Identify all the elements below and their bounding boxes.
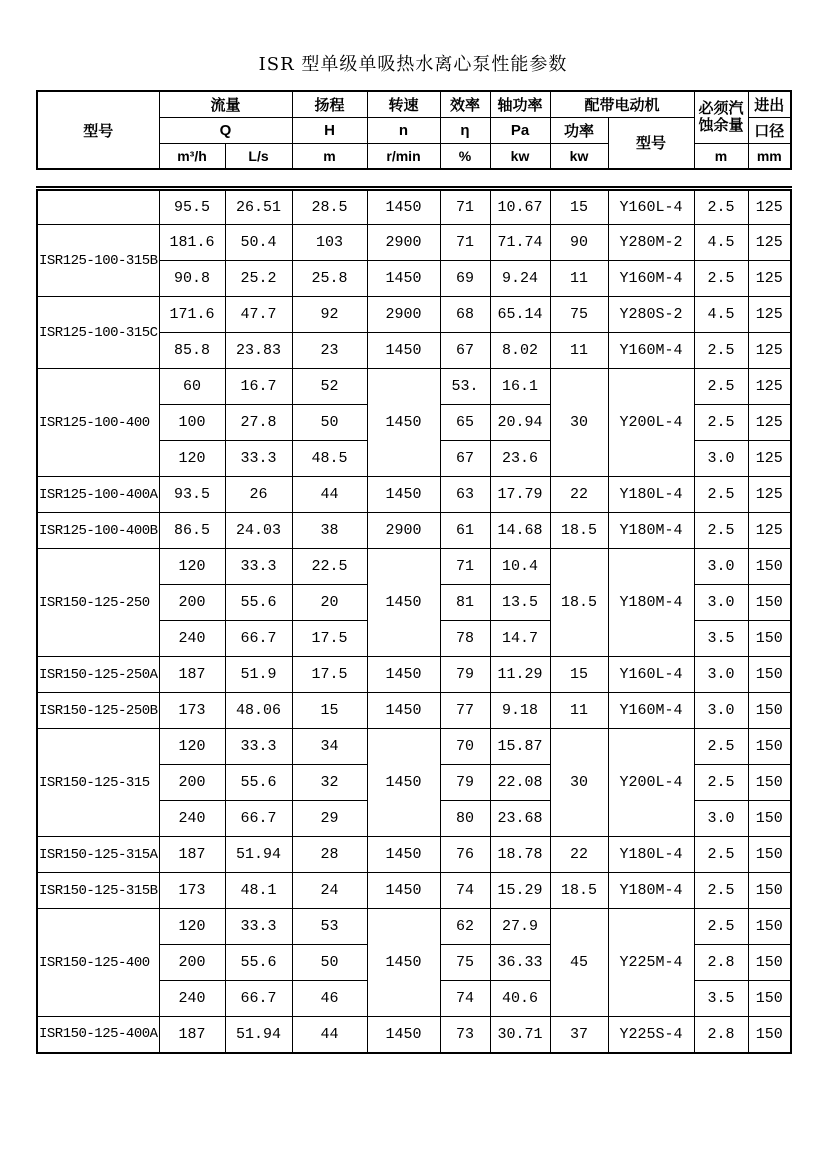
npsh-cell: 2.5 <box>694 873 748 909</box>
motor-power-cell: 22 <box>550 837 608 873</box>
flow-ls-cell: 48.1 <box>225 873 292 909</box>
table-row <box>37 693 791 729</box>
efficiency-cell: 73 <box>440 1017 490 1053</box>
header-efficiency-symbol: η <box>440 117 490 143</box>
efficiency-cell: 79 <box>440 765 490 801</box>
efficiency-cell: 80 <box>440 801 490 837</box>
npsh-cell: 2.8 <box>694 945 748 981</box>
motor-model-cell: Y225S-4 <box>608 1017 694 1053</box>
efficiency-cell: 63 <box>440 477 490 513</box>
motor-model-cell: Y180L-4 <box>608 477 694 513</box>
npsh-cell: 2.5 <box>694 369 748 405</box>
motor-model-cell: Y225M-4 <box>608 909 694 1017</box>
head-cell: 25.8 <box>292 261 367 297</box>
header-shaft-power-unit: kw <box>490 143 550 169</box>
port-diameter-cell: 125 <box>748 441 791 477</box>
efficiency-cell: 53. <box>440 369 490 405</box>
pump-model-cell: ISR125-100-315B <box>37 225 159 297</box>
npsh-cell: 4.5 <box>694 297 748 333</box>
speed-cell: 1450 <box>367 1017 440 1053</box>
port-diameter-cell: 125 <box>748 369 791 405</box>
motor-model-cell: Y280S-2 <box>608 297 694 333</box>
header-port-unit: mm <box>748 143 791 169</box>
speed-cell: 2900 <box>367 225 440 261</box>
port-diameter-cell: 150 <box>748 657 791 693</box>
header-speed-unit: r/min <box>367 143 440 169</box>
flow-ls-cell: 66.7 <box>225 981 292 1017</box>
pump-model-cell: ISR150-125-250 <box>37 549 159 657</box>
efficiency-cell: 76 <box>440 837 490 873</box>
npsh-cell: 2.5 <box>694 909 748 945</box>
table-row <box>37 873 791 909</box>
flow-ls-cell: 51.9 <box>225 657 292 693</box>
npsh-cell: 2.5 <box>694 765 748 801</box>
head-cell: 52 <box>292 369 367 405</box>
shaft-power-cell: 23.6 <box>490 441 550 477</box>
motor-model-cell: Y160M-4 <box>608 693 694 729</box>
header-efficiency: 效率 <box>440 91 490 117</box>
motor-model-cell: Y180M-4 <box>608 549 694 657</box>
flow-m3h-cell: 181.6 <box>159 225 225 261</box>
efficiency-cell: 62 <box>440 909 490 945</box>
flow-ls-cell: 55.6 <box>225 585 292 621</box>
flow-m3h-cell: 60 <box>159 369 225 405</box>
npsh-cell: 3.5 <box>694 981 748 1017</box>
head-cell: 28 <box>292 837 367 873</box>
header-head: 扬程 <box>292 91 367 117</box>
flow-ls-cell: 26.51 <box>225 189 292 225</box>
speed-cell: 1450 <box>367 909 440 1017</box>
speed-cell: 1450 <box>367 657 440 693</box>
port-diameter-cell: 125 <box>748 333 791 369</box>
shaft-power-cell: 27.9 <box>490 909 550 945</box>
head-cell: 28.5 <box>292 189 367 225</box>
flow-m3h-cell: 240 <box>159 981 225 1017</box>
header-motor: 配带电动机 <box>550 91 694 117</box>
flow-m3h-cell: 187 <box>159 837 225 873</box>
efficiency-cell: 74 <box>440 981 490 1017</box>
motor-power-cell: 15 <box>550 189 608 225</box>
speed-cell: 1450 <box>367 549 440 657</box>
pump-model-cell: ISR150-125-315A <box>37 837 159 873</box>
flow-ls-cell: 27.8 <box>225 405 292 441</box>
flow-m3h-cell: 173 <box>159 873 225 909</box>
shaft-power-cell: 9.18 <box>490 693 550 729</box>
shaft-power-cell: 23.68 <box>490 801 550 837</box>
speed-cell: 1450 <box>367 477 440 513</box>
pump-model-cell: ISR150-125-400 <box>37 909 159 1017</box>
npsh-cell: 2.5 <box>694 261 748 297</box>
flow-m3h-cell: 85.8 <box>159 333 225 369</box>
pump-model-cell: ISR125-100-400B <box>37 513 159 549</box>
head-cell: 23 <box>292 333 367 369</box>
port-diameter-cell: 125 <box>748 297 791 333</box>
flow-m3h-cell: 100 <box>159 405 225 441</box>
shaft-power-cell: 10.67 <box>490 189 550 225</box>
efficiency-cell: 81 <box>440 585 490 621</box>
motor-model-cell: Y200L-4 <box>608 369 694 477</box>
flow-m3h-cell: 171.6 <box>159 297 225 333</box>
flow-m3h-cell: 120 <box>159 909 225 945</box>
header-head-symbol: H <box>292 117 367 143</box>
npsh-cell: 2.5 <box>694 477 748 513</box>
port-diameter-cell: 150 <box>748 837 791 873</box>
speed-cell: 1450 <box>367 729 440 837</box>
flow-ls-cell: 33.3 <box>225 549 292 585</box>
speed-cell: 2900 <box>367 297 440 333</box>
table-row <box>37 369 791 405</box>
flow-m3h-cell: 90.8 <box>159 261 225 297</box>
motor-model-cell: Y180M-4 <box>608 873 694 909</box>
pump-table <box>36 186 792 1054</box>
head-cell: 46 <box>292 981 367 1017</box>
npsh-cell: 2.8 <box>694 1017 748 1053</box>
head-cell: 48.5 <box>292 441 367 477</box>
pump-table-body <box>37 189 791 1053</box>
efficiency-cell: 77 <box>440 693 490 729</box>
npsh-cell: 3.0 <box>694 549 748 585</box>
header-flow-unit-m3h: m³/h <box>159 143 225 169</box>
port-diameter-cell: 125 <box>748 405 791 441</box>
port-diameter-cell: 125 <box>748 513 791 549</box>
port-diameter-cell: 150 <box>748 729 791 765</box>
header-speed-symbol: n <box>367 117 440 143</box>
motor-power-cell: 75 <box>550 297 608 333</box>
speed-cell: 1450 <box>367 189 440 225</box>
head-cell: 17.5 <box>292 621 367 657</box>
head-cell: 103 <box>292 225 367 261</box>
speed-cell: 1450 <box>367 837 440 873</box>
head-cell: 38 <box>292 513 367 549</box>
flow-ls-cell: 51.94 <box>225 837 292 873</box>
table-row <box>37 549 791 585</box>
shaft-power-cell: 18.78 <box>490 837 550 873</box>
pump-model-cell: ISR150-125-400A <box>37 1017 159 1053</box>
shaft-power-cell: 14.68 <box>490 513 550 549</box>
shaft-power-cell: 36.33 <box>490 945 550 981</box>
motor-power-cell: 30 <box>550 729 608 837</box>
header-speed: 转速 <box>367 91 440 117</box>
pump-model-cell: ISR150-125-250B <box>37 693 159 729</box>
port-diameter-cell: 150 <box>748 549 791 585</box>
motor-model-cell: Y180M-4 <box>608 513 694 549</box>
header-shaft-power-symbol: Pa <box>490 117 550 143</box>
flow-ls-cell: 48.06 <box>225 693 292 729</box>
port-diameter-cell: 125 <box>748 189 791 225</box>
efficiency-cell: 70 <box>440 729 490 765</box>
efficiency-cell: 71 <box>440 189 490 225</box>
flow-ls-cell: 23.83 <box>225 333 292 369</box>
motor-power-cell: 18.5 <box>550 549 608 657</box>
flow-m3h-cell: 240 <box>159 801 225 837</box>
motor-power-cell: 90 <box>550 225 608 261</box>
motor-power-cell: 11 <box>550 693 608 729</box>
table-row <box>37 729 791 765</box>
pump-model-cell: ISR125-100-400 <box>37 369 159 477</box>
shaft-power-cell: 9.24 <box>490 261 550 297</box>
shaft-power-cell: 30.71 <box>490 1017 550 1053</box>
motor-model-cell: Y160M-4 <box>608 333 694 369</box>
flow-m3h-cell: 200 <box>159 945 225 981</box>
head-cell: 34 <box>292 729 367 765</box>
flow-m3h-cell: 95.5 <box>159 189 225 225</box>
head-cell: 17.5 <box>292 657 367 693</box>
motor-model-cell: Y280M-2 <box>608 225 694 261</box>
flow-m3h-cell: 187 <box>159 1017 225 1053</box>
port-diameter-cell: 150 <box>748 621 791 657</box>
shaft-power-cell: 17.79 <box>490 477 550 513</box>
pump-model-cell: ISR125-100-400A <box>37 477 159 513</box>
motor-model-cell: Y160L-4 <box>608 189 694 225</box>
header-motor-power: 功率 <box>550 117 608 143</box>
port-diameter-cell: 150 <box>748 693 791 729</box>
npsh-cell: 2.5 <box>694 837 748 873</box>
head-cell: 44 <box>292 1017 367 1053</box>
shaft-power-cell: 22.08 <box>490 765 550 801</box>
head-cell: 32 <box>292 765 367 801</box>
motor-power-cell: 30 <box>550 369 608 477</box>
flow-ls-cell: 25.2 <box>225 261 292 297</box>
shaft-power-cell: 14.7 <box>490 621 550 657</box>
efficiency-cell: 69 <box>440 261 490 297</box>
efficiency-cell: 68 <box>440 297 490 333</box>
speed-cell: 1450 <box>367 693 440 729</box>
efficiency-cell: 67 <box>440 441 490 477</box>
table-row <box>37 225 791 261</box>
pump-model-cell: ISR150-125-315 <box>37 729 159 837</box>
shaft-power-cell: 13.5 <box>490 585 550 621</box>
port-diameter-cell: 125 <box>748 261 791 297</box>
motor-model-cell: Y200L-4 <box>608 729 694 837</box>
header-npsh-line1: 必须汽 <box>698 100 744 118</box>
npsh-cell: 2.5 <box>694 513 748 549</box>
header-shaft-power: 轴功率 <box>490 91 550 117</box>
table-row <box>37 657 791 693</box>
table-row <box>37 837 791 873</box>
header-npsh <box>694 91 748 143</box>
port-diameter-cell: 125 <box>748 477 791 513</box>
header-flow-unit-ls: L/s <box>225 143 292 169</box>
port-diameter-cell: 150 <box>748 585 791 621</box>
header-motor-model: 型号 <box>608 117 694 169</box>
efficiency-cell: 75 <box>440 945 490 981</box>
motor-model-cell: Y180L-4 <box>608 837 694 873</box>
head-cell: 53 <box>292 909 367 945</box>
flow-ls-cell: 55.6 <box>225 765 292 801</box>
shaft-power-cell: 40.6 <box>490 981 550 1017</box>
flow-ls-cell: 16.7 <box>225 369 292 405</box>
speed-cell: 1450 <box>367 369 440 477</box>
flow-ls-cell: 26 <box>225 477 292 513</box>
port-diameter-cell: 150 <box>748 765 791 801</box>
header-port-line2: 口径 <box>748 117 791 143</box>
speed-cell: 1450 <box>367 873 440 909</box>
port-diameter-cell: 150 <box>748 909 791 945</box>
motor-power-cell: 22 <box>550 477 608 513</box>
shaft-power-cell: 11.29 <box>490 657 550 693</box>
flow-ls-cell: 55.6 <box>225 945 292 981</box>
shaft-power-cell: 15.29 <box>490 873 550 909</box>
flow-m3h-cell: 93.5 <box>159 477 225 513</box>
flow-m3h-cell: 240 <box>159 621 225 657</box>
flow-m3h-cell: 120 <box>159 729 225 765</box>
header-motor-power-unit: kw <box>550 143 608 169</box>
efficiency-cell: 71 <box>440 549 490 585</box>
shaft-power-cell: 71.74 <box>490 225 550 261</box>
flow-ls-cell: 33.3 <box>225 729 292 765</box>
speed-cell: 1450 <box>367 261 440 297</box>
npsh-cell: 2.5 <box>694 405 748 441</box>
efficiency-cell: 74 <box>440 873 490 909</box>
head-cell: 24 <box>292 873 367 909</box>
header-npsh-unit: m <box>694 143 748 169</box>
table-row <box>37 1017 791 1053</box>
motor-power-cell: 15 <box>550 657 608 693</box>
pump-model-cell: ISR125-100-315C <box>37 297 159 369</box>
header-flow-symbol: Q <box>159 117 292 143</box>
shaft-power-cell: 15.87 <box>490 729 550 765</box>
efficiency-cell: 79 <box>440 657 490 693</box>
header-head-unit: m <box>292 143 367 169</box>
motor-power-cell: 11 <box>550 261 608 297</box>
pump-model-cell <box>37 189 159 225</box>
header-flow: 流量 <box>159 91 292 117</box>
shaft-power-cell: 8.02 <box>490 333 550 369</box>
head-cell: 22.5 <box>292 549 367 585</box>
motor-power-cell: 11 <box>550 333 608 369</box>
port-diameter-cell: 150 <box>748 873 791 909</box>
port-diameter-cell: 150 <box>748 801 791 837</box>
flow-ls-cell: 33.3 <box>225 909 292 945</box>
shaft-power-cell: 65.14 <box>490 297 550 333</box>
npsh-cell: 3.0 <box>694 441 748 477</box>
head-cell: 29 <box>292 801 367 837</box>
port-diameter-cell: 125 <box>748 225 791 261</box>
shaft-power-cell: 10.4 <box>490 549 550 585</box>
flow-m3h-cell: 187 <box>159 657 225 693</box>
table-row <box>37 513 791 549</box>
page-title: ISR 型单级单吸热水离心泵性能参数 <box>258 54 568 75</box>
motor-power-cell: 18.5 <box>550 513 608 549</box>
npsh-cell: 3.5 <box>694 621 748 657</box>
header-efficiency-unit: % <box>440 143 490 169</box>
npsh-cell: 2.5 <box>694 729 748 765</box>
motor-model-cell: Y160M-4 <box>608 261 694 297</box>
flow-ls-cell: 66.7 <box>225 801 292 837</box>
speed-cell: 1450 <box>367 333 440 369</box>
shaft-power-cell: 20.94 <box>490 405 550 441</box>
npsh-cell: 2.5 <box>694 189 748 225</box>
pump-table-header <box>36 90 792 170</box>
efficiency-cell: 61 <box>440 513 490 549</box>
table-row <box>37 909 791 945</box>
efficiency-cell: 65 <box>440 405 490 441</box>
speed-cell: 2900 <box>367 513 440 549</box>
motor-power-cell: 37 <box>550 1017 608 1053</box>
flow-ls-cell: 66.7 <box>225 621 292 657</box>
head-cell: 50 <box>292 945 367 981</box>
flow-m3h-cell: 200 <box>159 585 225 621</box>
pump-model-cell: ISR150-125-315B <box>37 873 159 909</box>
head-cell: 50 <box>292 405 367 441</box>
header-port-line1: 进出 <box>748 91 791 117</box>
head-cell: 20 <box>292 585 367 621</box>
port-diameter-cell: 150 <box>748 1017 791 1053</box>
table-row <box>37 189 791 225</box>
flow-ls-cell: 47.7 <box>225 297 292 333</box>
head-cell: 15 <box>292 693 367 729</box>
npsh-cell: 4.5 <box>694 225 748 261</box>
motor-power-cell: 45 <box>550 909 608 1017</box>
header-pump-model: 型号 <box>37 91 159 169</box>
motor-power-cell: 18.5 <box>550 873 608 909</box>
table-row <box>37 477 791 513</box>
flow-m3h-cell: 200 <box>159 765 225 801</box>
head-cell: 44 <box>292 477 367 513</box>
npsh-cell: 3.0 <box>694 693 748 729</box>
flow-ls-cell: 24.03 <box>225 513 292 549</box>
flow-m3h-cell: 120 <box>159 441 225 477</box>
header-npsh-line2: 蚀余量 <box>698 117 744 135</box>
flow-m3h-cell: 86.5 <box>159 513 225 549</box>
motor-model-cell: Y160L-4 <box>608 657 694 693</box>
efficiency-cell: 78 <box>440 621 490 657</box>
npsh-cell: 3.0 <box>694 585 748 621</box>
port-diameter-cell: 150 <box>748 981 791 1017</box>
flow-ls-cell: 51.94 <box>225 1017 292 1053</box>
table-row <box>37 297 791 333</box>
npsh-cell: 2.5 <box>694 333 748 369</box>
flow-ls-cell: 33.3 <box>225 441 292 477</box>
efficiency-cell: 71 <box>440 225 490 261</box>
head-cell: 92 <box>292 297 367 333</box>
npsh-cell: 3.0 <box>694 801 748 837</box>
npsh-cell: 3.0 <box>694 657 748 693</box>
flow-m3h-cell: 120 <box>159 549 225 585</box>
pump-model-cell: ISR150-125-250A <box>37 657 159 693</box>
flow-ls-cell: 50.4 <box>225 225 292 261</box>
flow-m3h-cell: 173 <box>159 693 225 729</box>
efficiency-cell: 67 <box>440 333 490 369</box>
port-diameter-cell: 150 <box>748 945 791 981</box>
shaft-power-cell: 16.1 <box>490 369 550 405</box>
